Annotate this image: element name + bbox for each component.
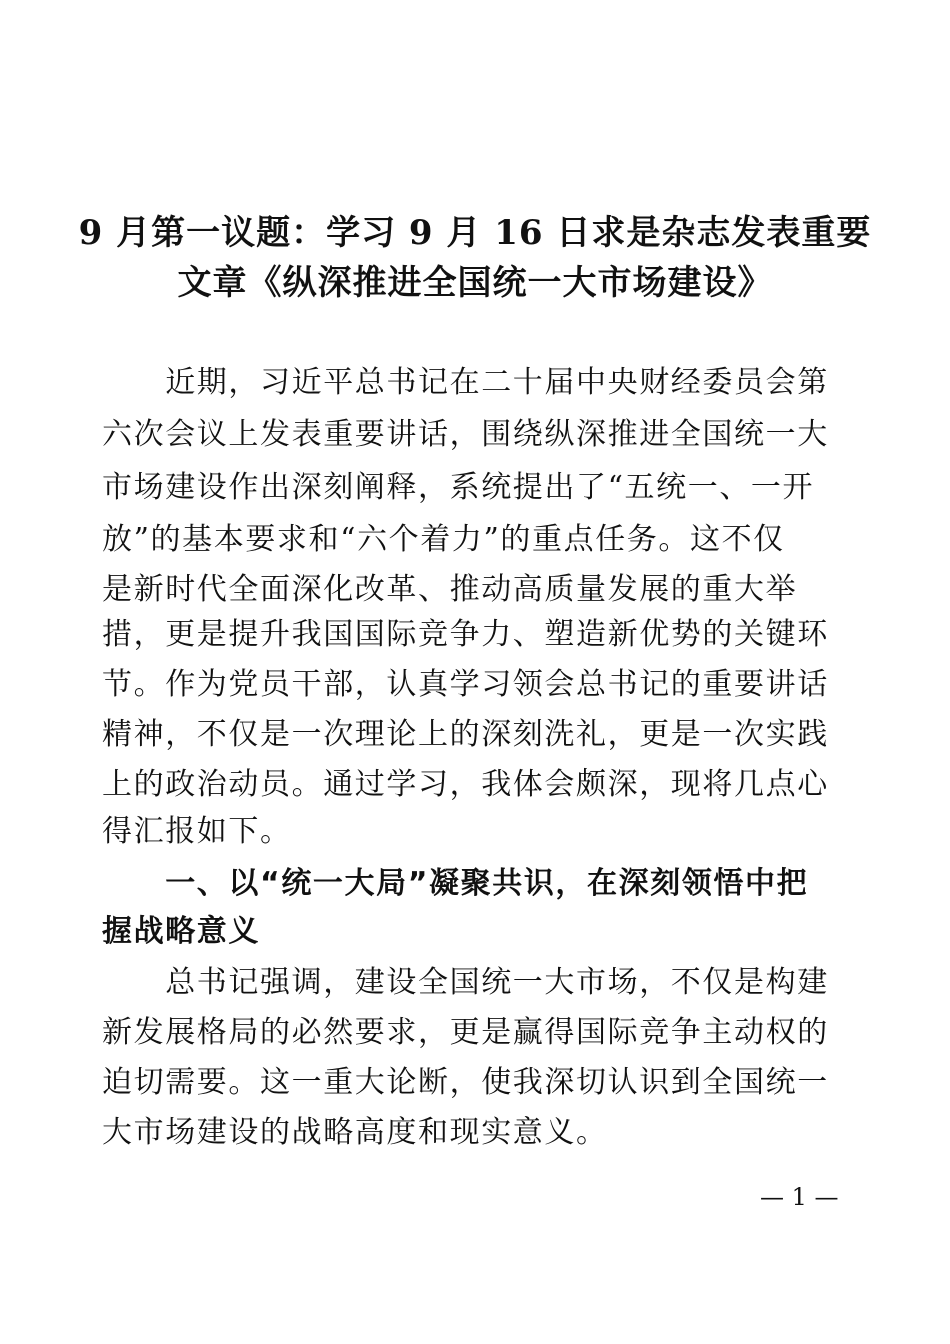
paragraph-line: 上的政治动员。通过学习，我体会颇深，现将几点心 — [102, 767, 829, 802]
paragraph-line: 是新时代全面深化改革、推动高质量发展的重大举 — [102, 572, 798, 607]
document-title-line-2: 文章《纵深推进全国统一大市场建设》 — [177, 263, 773, 303]
paragraph-line: 迫切需要。这一重大论断，使我深切认识到全国统一 — [102, 1065, 829, 1100]
paragraph-line: 近期，习近平总书记在二十届中央财经委员会第 — [102, 365, 829, 400]
paragraph-line: 大市场建设的战略高度和现实意义。 — [102, 1115, 608, 1150]
paragraph-line: 市场建设作出深刻阐释，系统提出了“五统一、一开 — [102, 470, 815, 505]
paragraph-line: 措，更是提升我国国际竞争力、塑造新优势的关键环 — [102, 617, 829, 652]
page-number: — 1 — — [760, 1183, 839, 1211]
paragraph-line: 精神，不仅是一次理论上的深刻洗礼，更是一次实践 — [102, 717, 829, 752]
paragraph-line: 新发展格局的必然要求，更是赢得国际竞争主动权的 — [102, 1015, 829, 1050]
section-heading-line: 握战略意义 — [102, 914, 260, 949]
paragraph-line: 放”的基本要求和“六个着力”的重点任务。这不仅 — [102, 522, 785, 557]
paragraph-line: 节。作为党员干部，认真学习领会总书记的重要讲话 — [102, 667, 829, 702]
document-title-line-1: 9 月第一议题：学习 9 月 16 日求是杂志发表重要 — [78, 213, 872, 253]
paragraph-line: 六次会议上发表重要讲话，围绕纵深推进全国统一大 — [102, 417, 829, 452]
section-heading-line: 一、以“统一大局”凝聚共识，在深刻领悟中把 — [102, 866, 809, 901]
paragraph-line: 总书记强调，建设全国统一大市场，不仅是构建 — [102, 965, 829, 1000]
paragraph-line: 得汇报如下。 — [102, 814, 292, 849]
